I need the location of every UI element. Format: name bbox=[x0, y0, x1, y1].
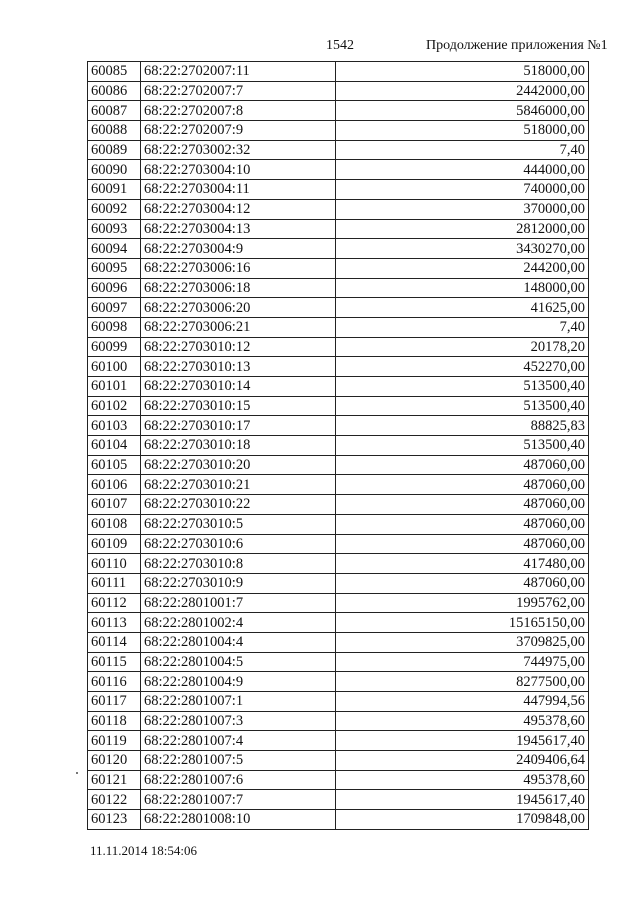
amount-cell: 7,40 bbox=[336, 317, 589, 337]
cadastral-number-cell: 68:22:2703010:21 bbox=[141, 475, 336, 495]
table-row bbox=[88, 810, 589, 830]
table-row bbox=[88, 770, 589, 790]
amount-cell: 513500,40 bbox=[336, 377, 589, 397]
cadastral-number-cell: 68:22:2703004:9 bbox=[141, 239, 336, 259]
amount-cell: 2812000,00 bbox=[336, 219, 589, 239]
table-row bbox=[88, 219, 589, 239]
amount-cell: 495378,60 bbox=[336, 711, 589, 731]
table-row bbox=[88, 199, 589, 219]
cadastral-number-cell: 68:22:2703006:20 bbox=[141, 298, 336, 318]
amount-cell: 744975,00 bbox=[336, 652, 589, 672]
amount-cell: 3709825,00 bbox=[336, 632, 589, 652]
table-row bbox=[88, 751, 589, 771]
cadastral-number-cell: 68:22:2703010:9 bbox=[141, 573, 336, 593]
amount-cell: 487060,00 bbox=[336, 455, 589, 475]
amount-cell: 513500,40 bbox=[336, 436, 589, 456]
table-row bbox=[88, 672, 589, 692]
record-id-cell: 60118 bbox=[88, 711, 141, 731]
cadastral-number-cell: 68:22:2801007:6 bbox=[141, 770, 336, 790]
amount-cell: 518000,00 bbox=[336, 62, 589, 82]
cadastral-number-cell: 68:22:2702007:11 bbox=[141, 62, 336, 82]
amount-cell: 447994,56 bbox=[336, 692, 589, 712]
table-row bbox=[88, 337, 589, 357]
table-row bbox=[88, 455, 589, 475]
cadastral-number-cell: 68:22:2703004:10 bbox=[141, 160, 336, 180]
table-row bbox=[88, 475, 589, 495]
amount-cell: 148000,00 bbox=[336, 278, 589, 298]
record-id-cell: 60121 bbox=[88, 770, 141, 790]
cadastral-number-cell: 68:22:2703010:20 bbox=[141, 455, 336, 475]
cadastral-number-cell: 68:22:2801004:5 bbox=[141, 652, 336, 672]
cadastral-number-cell: 68:22:2801004:9 bbox=[141, 672, 336, 692]
table-row bbox=[88, 298, 589, 318]
table-row bbox=[88, 711, 589, 731]
record-id-cell: 60123 bbox=[88, 810, 141, 830]
record-id-cell: 60102 bbox=[88, 396, 141, 416]
amount-cell: 487060,00 bbox=[336, 534, 589, 554]
cadastral-number-cell: 68:22:2801007:4 bbox=[141, 731, 336, 751]
table-row bbox=[88, 121, 589, 141]
cadastral-number-cell: 68:22:2801007:1 bbox=[141, 692, 336, 712]
cadastral-number-cell: 68:22:2703004:13 bbox=[141, 219, 336, 239]
record-id-cell: 60086 bbox=[88, 81, 141, 101]
record-id-cell: 60111 bbox=[88, 573, 141, 593]
cadastral-number-cell: 68:22:2703010:8 bbox=[141, 554, 336, 574]
table-row bbox=[88, 180, 589, 200]
record-id-cell: 60119 bbox=[88, 731, 141, 751]
cadastral-number-cell: 68:22:2703010:18 bbox=[141, 436, 336, 456]
record-id-cell: 60120 bbox=[88, 751, 141, 771]
record-id-cell: 60085 bbox=[88, 62, 141, 82]
table-row bbox=[88, 554, 589, 574]
record-id-cell: 60100 bbox=[88, 357, 141, 377]
amount-cell: 2409406,64 bbox=[336, 751, 589, 771]
cadastral-number-cell: 68:22:2703010:12 bbox=[141, 337, 336, 357]
cadastral-number-cell: 68:22:2703010:14 bbox=[141, 377, 336, 397]
cadastral-number-cell: 68:22:2703010:6 bbox=[141, 534, 336, 554]
cadastral-number-cell: 68:22:2703002:32 bbox=[141, 140, 336, 160]
amount-cell: 740000,00 bbox=[336, 180, 589, 200]
record-id-cell: 60088 bbox=[88, 121, 141, 141]
cadastral-number-cell: 68:22:2703010:22 bbox=[141, 495, 336, 515]
record-id-cell: 60114 bbox=[88, 632, 141, 652]
table-row bbox=[88, 514, 589, 534]
table-row bbox=[88, 416, 589, 436]
cadastral-number-cell: 68:22:2703004:12 bbox=[141, 199, 336, 219]
amount-cell: 513500,40 bbox=[336, 396, 589, 416]
amount-cell: 495378,60 bbox=[336, 770, 589, 790]
record-id-cell: 60117 bbox=[88, 692, 141, 712]
table-row bbox=[88, 258, 589, 278]
table-row bbox=[88, 317, 589, 337]
record-id-cell: 60103 bbox=[88, 416, 141, 436]
cadastral-number-cell: 68:22:2703010:5 bbox=[141, 514, 336, 534]
amount-cell: 452270,00 bbox=[336, 357, 589, 377]
amount-cell: 487060,00 bbox=[336, 475, 589, 495]
amount-cell: 41625,00 bbox=[336, 298, 589, 318]
amount-cell: 487060,00 bbox=[336, 495, 589, 515]
record-id-cell: 60099 bbox=[88, 337, 141, 357]
amount-cell: 1945617,40 bbox=[336, 731, 589, 751]
table-row bbox=[88, 377, 589, 397]
amount-cell: 417480,00 bbox=[336, 554, 589, 574]
record-id-cell: 60093 bbox=[88, 219, 141, 239]
cadastral-number-cell: 68:22:2703006:16 bbox=[141, 258, 336, 278]
record-id-cell: 60105 bbox=[88, 455, 141, 475]
cadastral-number-cell: 68:22:2702007:7 bbox=[141, 81, 336, 101]
table-row bbox=[88, 534, 589, 554]
record-id-cell: 60094 bbox=[88, 239, 141, 259]
amount-cell: 15165150,00 bbox=[336, 613, 589, 633]
table-row bbox=[88, 239, 589, 259]
amount-cell: 444000,00 bbox=[336, 160, 589, 180]
cadastral-number-cell: 68:22:2801007:3 bbox=[141, 711, 336, 731]
record-id-cell: 60101 bbox=[88, 377, 141, 397]
records-table bbox=[87, 61, 589, 830]
cadastral-number-cell: 68:22:2703006:18 bbox=[141, 278, 336, 298]
cadastral-number-cell: 68:22:2703006:21 bbox=[141, 317, 336, 337]
amount-cell: 8277500,00 bbox=[336, 672, 589, 692]
cadastral-number-cell: 68:22:2702007:9 bbox=[141, 121, 336, 141]
amount-cell: 3430270,00 bbox=[336, 239, 589, 259]
amount-cell: 244200,00 bbox=[336, 258, 589, 278]
table-row bbox=[88, 593, 589, 613]
table-row bbox=[88, 632, 589, 652]
cadastral-number-cell: 68:22:2801007:5 bbox=[141, 751, 336, 771]
record-id-cell: 60096 bbox=[88, 278, 141, 298]
table-row bbox=[88, 731, 589, 751]
record-id-cell: 60113 bbox=[88, 613, 141, 633]
cadastral-number-cell: 68:22:2703010:15 bbox=[141, 396, 336, 416]
margin-dot bbox=[76, 772, 78, 774]
record-id-cell: 60107 bbox=[88, 495, 141, 515]
cadastral-number-cell: 68:22:2801002:4 bbox=[141, 613, 336, 633]
record-id-cell: 60106 bbox=[88, 475, 141, 495]
amount-cell: 518000,00 bbox=[336, 121, 589, 141]
record-id-cell: 60089 bbox=[88, 140, 141, 160]
record-id-cell: 60112 bbox=[88, 593, 141, 613]
table-row bbox=[88, 613, 589, 633]
table-row bbox=[88, 495, 589, 515]
table-row bbox=[88, 692, 589, 712]
table-row bbox=[88, 278, 589, 298]
amount-cell: 370000,00 bbox=[336, 199, 589, 219]
page-number: 1542 bbox=[326, 38, 354, 53]
cadastral-number-cell: 68:22:2703010:13 bbox=[141, 357, 336, 377]
record-id-cell: 60104 bbox=[88, 436, 141, 456]
record-id-cell: 60091 bbox=[88, 180, 141, 200]
cadastral-number-cell: 68:22:2801008:10 bbox=[141, 810, 336, 830]
amount-cell: 2442000,00 bbox=[336, 81, 589, 101]
record-id-cell: 60095 bbox=[88, 258, 141, 278]
table-row bbox=[88, 357, 589, 377]
amount-cell: 7,40 bbox=[336, 140, 589, 160]
record-id-cell: 60087 bbox=[88, 101, 141, 121]
record-id-cell: 60098 bbox=[88, 317, 141, 337]
cadastral-number-cell: 68:22:2702007:8 bbox=[141, 101, 336, 121]
table-row bbox=[88, 81, 589, 101]
cadastral-number-cell: 68:22:2801001:7 bbox=[141, 593, 336, 613]
record-id-cell: 60090 bbox=[88, 160, 141, 180]
table-row bbox=[88, 396, 589, 416]
footer-timestamp: 11.11.2014 18:54:06 bbox=[90, 843, 198, 858]
table-row bbox=[88, 436, 589, 456]
record-id-cell: 60116 bbox=[88, 672, 141, 692]
amount-cell: 1995762,00 bbox=[336, 593, 589, 613]
amount-cell: 487060,00 bbox=[336, 514, 589, 534]
record-id-cell: 60092 bbox=[88, 199, 141, 219]
cadastral-number-cell: 68:22:2703004:11 bbox=[141, 180, 336, 200]
page-header: Продолжение приложения №1 bbox=[426, 38, 608, 53]
table-row bbox=[88, 62, 589, 82]
table-row bbox=[88, 652, 589, 672]
amount-cell: 88825,83 bbox=[336, 416, 589, 436]
cadastral-number-cell: 68:22:2703010:17 bbox=[141, 416, 336, 436]
cadastral-number-cell: 68:22:2801007:7 bbox=[141, 790, 336, 810]
table-row bbox=[88, 160, 589, 180]
table-row bbox=[88, 573, 589, 593]
record-id-cell: 60122 bbox=[88, 790, 141, 810]
table-row bbox=[88, 140, 589, 160]
amount-cell: 20178,20 bbox=[336, 337, 589, 357]
table-row bbox=[88, 101, 589, 121]
record-id-cell: 60109 bbox=[88, 534, 141, 554]
amount-cell: 5846000,00 bbox=[336, 101, 589, 121]
records-table-body bbox=[88, 62, 589, 830]
amount-cell: 1945617,40 bbox=[336, 790, 589, 810]
record-id-cell: 60097 bbox=[88, 298, 141, 318]
record-id-cell: 60110 bbox=[88, 554, 141, 574]
record-id-cell: 60115 bbox=[88, 652, 141, 672]
table-row bbox=[88, 790, 589, 810]
amount-cell: 1709848,00 bbox=[336, 810, 589, 830]
record-id-cell: 60108 bbox=[88, 514, 141, 534]
amount-cell: 487060,00 bbox=[336, 573, 589, 593]
cadastral-number-cell: 68:22:2801004:4 bbox=[141, 632, 336, 652]
